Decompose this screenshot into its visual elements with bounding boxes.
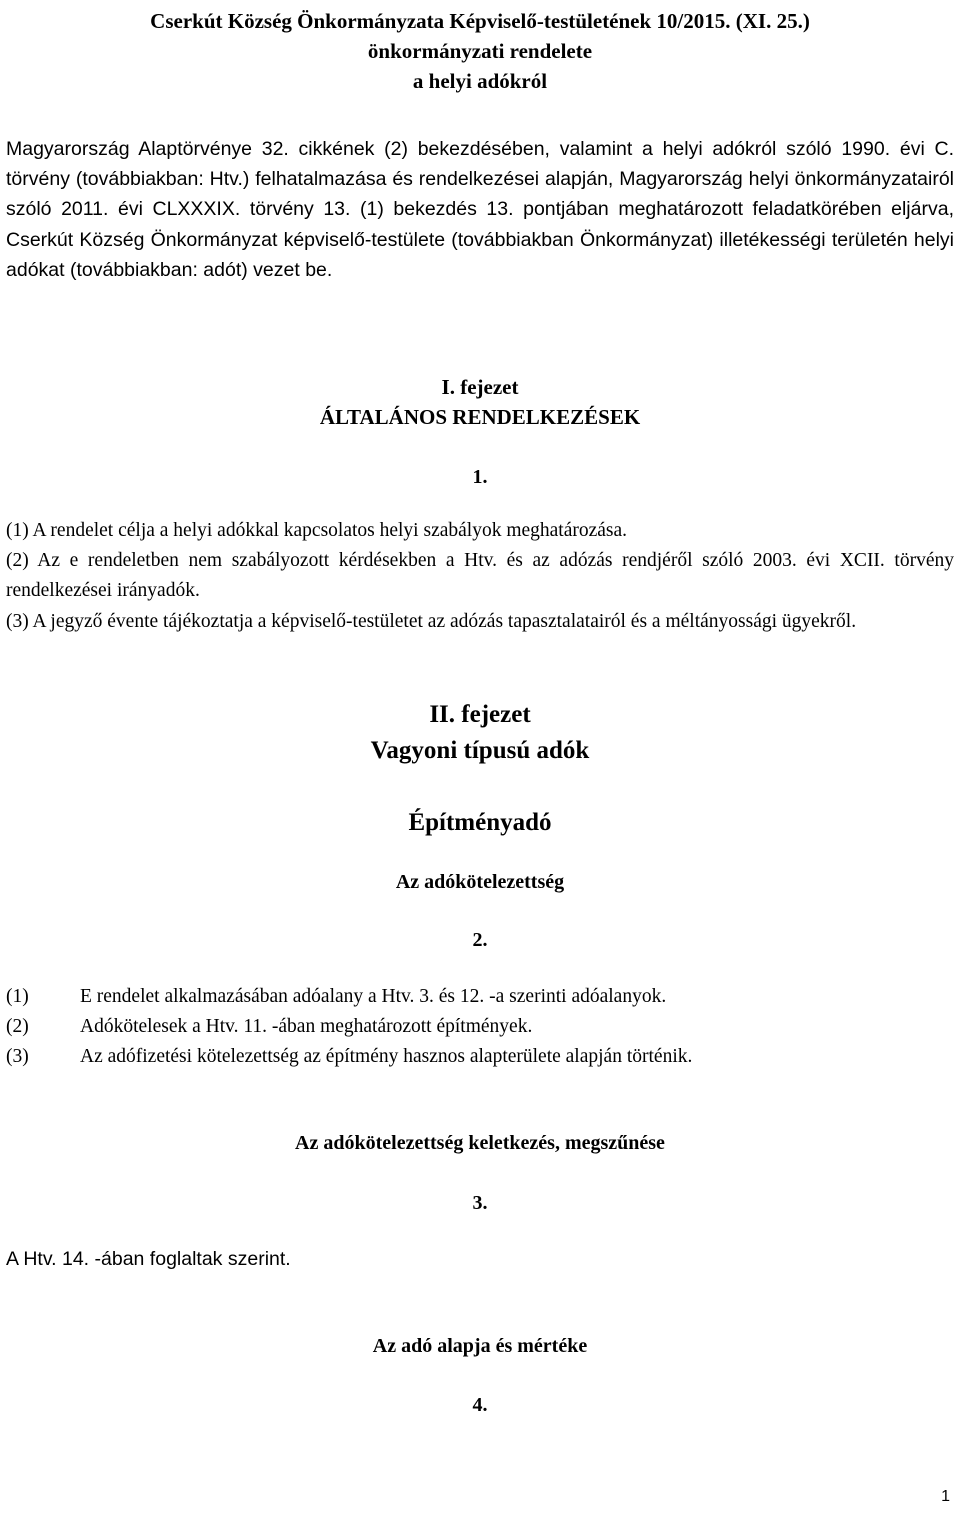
title-line-3: a helyi adókról — [412, 69, 548, 93]
chapter-1-title: ÁLTALÁNOS RENDELKEZÉSEK — [319, 405, 641, 429]
document-title — [0, 6, 960, 96]
section-1-number: 1. — [472, 466, 488, 488]
section-3-number: 3. — [472, 1192, 488, 1214]
section-3-text: A Htv. 14. -ában foglaltak szerint. — [6, 1248, 291, 1270]
item-text: Az adófizetési kötelezettség az építmény hasznos alapterülete alapján történik. — [80, 1046, 693, 1067]
chapter-2-subtitle: Építményadó — [408, 809, 552, 836]
item-text: E rendelet alkalmazásában adóalany a Htv. 3. és 12. -a szerinti adóalanyok. — [80, 986, 667, 1007]
chapter-2-number: II. fejezet — [429, 701, 531, 728]
chapter-2-title: Vagyoni típusú adók — [370, 737, 590, 764]
section-1-paragraphs — [6, 516, 954, 637]
heading-adokotelezettseg: Az adókötelezettség — [395, 871, 565, 893]
section-1-paragraph-1: (1) A rendelet célja a helyi adókkal kapcsolatos helyi szabályok meghatározása. — [6, 520, 628, 541]
heading-keletkezes-megszunes: Az adókötelezettség keletkezés, megszűnése — [295, 1132, 665, 1154]
section-1-paragraph-2: (2) Az e rendeletben nem szabályozott kérdésekben a Htv. és az adózás rendjéről szóló 2003. évi XCII. törvény rendelkezései irányadók. — [6, 550, 954, 602]
item-number: (3) — [6, 1046, 29, 1067]
section-1-paragraph-3: (3) A jegyző évente tájékoztatja a képviselő-testületet az adózás tapasztalatairól és a méltányossági ügyekről. — [6, 610, 857, 632]
chapter-1-number: I. fejezet — [441, 375, 519, 399]
preamble-paragraph: Magyarország Alaptörvénye 32. cikkének (2) bekezdésében, valamint a helyi adókról szóló 1990. évi C. törvény (továbbiakban: Htv.) felhatalmazása és rendelkezései alapján, Magyarország helyi önkormányzatairól szóló 2011. évi CLXXXIX. törvény 13. (1) bekezdés 13. pontjában meghatározott feladatkörében eljárva, Cserkút Község Önkormányzat képviselő-testülete (továbbiakban Önkormányzat) illetékességi területén helyi adókat (továbbiakban: adót) vezet be. — [6, 138, 954, 281]
heading-ado-alapja-mertek: Az adó alapja és mértéke — [372, 1335, 588, 1357]
section-2-number: 2. — [472, 929, 488, 951]
item-number: (2) — [6, 1016, 29, 1037]
item-text: Adókötelesek a Htv. 11. -ában meghatározott építmények. — [80, 1016, 533, 1037]
title-line-2: önkormányzati rendelete — [367, 39, 593, 63]
item-number: (1) — [6, 986, 29, 1007]
title-line-1: Cserkút Község Önkormányzata Képviselő-testületének 10/2015. (XI. 25.) — [150, 9, 810, 33]
section-4-number: 4. — [472, 1394, 488, 1416]
page-number: 1 — [941, 1488, 950, 1505]
